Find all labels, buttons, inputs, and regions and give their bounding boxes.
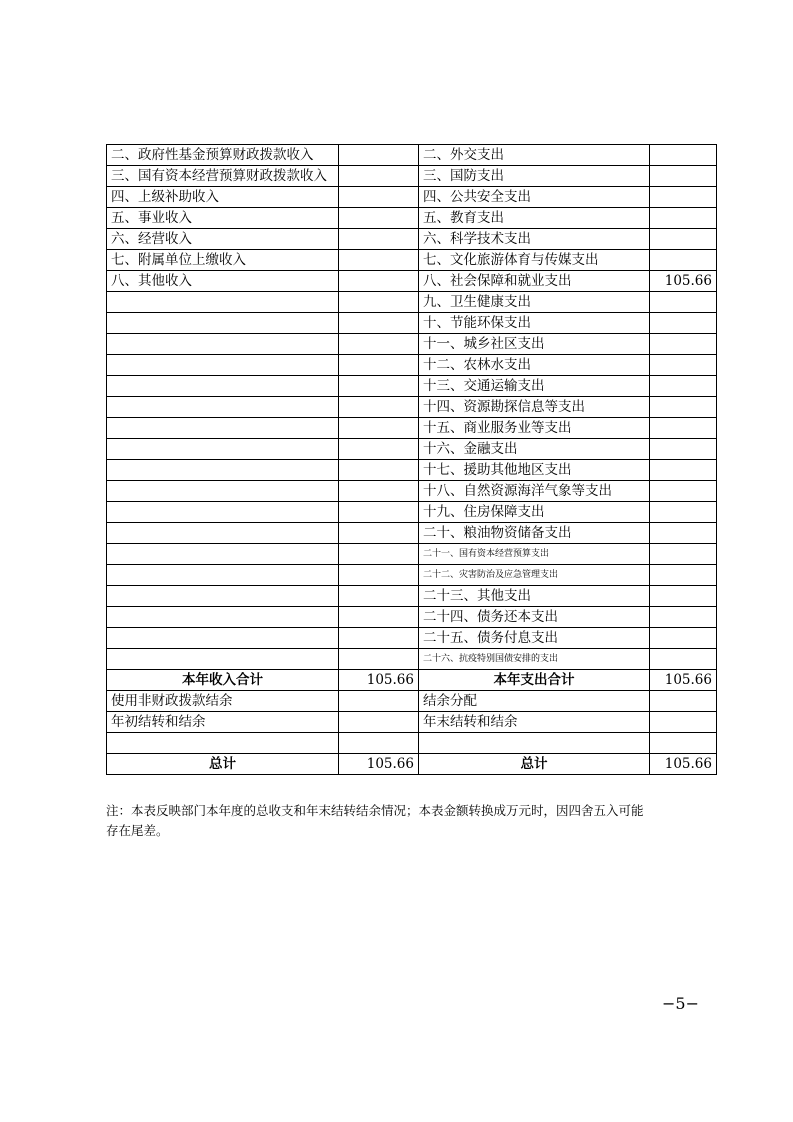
table-row [107,166,717,187]
income-item-cell [107,502,339,523]
income-amount-cell [339,145,419,166]
table-row [107,607,717,628]
income-item-cell: 八、其他收入 [107,271,339,292]
expense-amount-cell: 105.66 [650,753,717,774]
expense-amount-cell [650,523,717,544]
income-item-cell: 使用非财政拨款结余 [107,691,339,712]
expense-item-cell: 七、文化旅游体育与传媒支出 [419,250,650,271]
income-item-cell [107,523,339,544]
income-item-cell [107,628,339,649]
expense-item-cell: 二十三、其他支出 [419,586,650,607]
income-item-cell [107,481,339,502]
expense-amount-cell [650,145,717,166]
expense-amount-cell [650,250,717,271]
income-amount-cell [339,355,419,376]
income-item-cell: 六、经营收入 [107,229,339,250]
income-item-cell [107,418,339,439]
note-line-2: 存在尾差。 [106,823,169,838]
expense-item-cell: 十八、自然资源海洋气象等支出 [419,481,650,502]
expense-item-cell: 二十六、抗疫特别国债安排的支出 [419,649,650,670]
expense-amount-cell [650,565,717,586]
table-row [107,187,717,208]
table-row [107,691,717,712]
expense-amount-cell [650,355,717,376]
expense-item-cell: 二十、粮油物资储备支出 [419,523,650,544]
income-amount-cell [339,376,419,397]
income-amount-cell [339,586,419,607]
table-row [107,753,717,774]
table-row [107,460,717,481]
expense-item-cell: 二十二、灾害防治及应急管理支出 [419,565,650,586]
expense-item-cell: 二十四、债务还本支出 [419,607,650,628]
income-item-cell [107,649,339,670]
expense-amount-cell [650,397,717,418]
income-amount-cell [339,334,419,355]
table-row [107,334,717,355]
expense-item-cell: 四、公共安全支出 [419,187,650,208]
expense-item-cell: 十四、资源勘探信息等支出 [419,397,650,418]
income-item-cell [107,544,339,565]
income-amount-cell [339,691,419,712]
income-item-cell [107,565,339,586]
expense-item-cell: 本年支出合计 [419,670,650,691]
expense-item-cell: 结余分配 [419,691,650,712]
expense-item-cell: 九、卫生健康支出 [419,292,650,313]
expense-amount-cell [650,481,717,502]
expense-amount-cell [650,292,717,313]
expense-item-cell: 八、社会保障和就业支出 [419,271,650,292]
income-amount-cell [339,250,419,271]
income-item-cell: 总计 [107,753,339,774]
income-amount-cell [339,649,419,670]
expense-item-cell [419,733,650,754]
table-row [107,418,717,439]
income-item-cell: 四、上级补助收入 [107,187,339,208]
page-number: −5− [662,994,699,1013]
income-amount-cell [339,544,419,565]
table-row [107,229,717,250]
table-row [107,376,717,397]
income-item-cell [107,334,339,355]
income-amount-cell [339,712,419,733]
income-item-cell [107,397,339,418]
expense-amount-cell [650,607,717,628]
income-amount-cell [339,607,419,628]
expense-amount-cell [650,649,717,670]
income-item-cell: 五、事业收入 [107,208,339,229]
table-row [107,355,717,376]
expense-item-cell: 五、教育支出 [419,208,650,229]
expense-amount-cell [650,460,717,481]
note-line-1: 注：本表反映部门本年度的总收支和年末结转结余情况；本表金额转换成万元时，因四舍五入可能 [106,803,644,818]
income-item-cell [107,355,339,376]
income-amount-cell [339,187,419,208]
expense-amount-cell [650,544,717,565]
income-item-cell [107,460,339,481]
income-item-cell: 七、附属单位上缴收入 [107,250,339,271]
table-row [107,250,717,271]
expense-item-cell: 十六、金融支出 [419,439,650,460]
income-item-cell [107,733,339,754]
income-amount-cell: 105.66 [339,753,419,774]
expense-amount-cell: 105.66 [650,670,717,691]
table-row [107,439,717,460]
table-row [107,145,717,166]
expense-amount-cell [650,628,717,649]
table-row [107,523,717,544]
income-item-cell [107,292,339,313]
income-item-cell [107,313,339,334]
expense-amount-cell [650,502,717,523]
expense-amount-cell [650,376,717,397]
income-item-cell: 三、国有资本经营预算财政拨款收入 [107,166,339,187]
table-row [107,502,717,523]
expense-amount-cell [650,334,717,355]
income-amount-cell [339,733,419,754]
table-row [107,271,717,292]
table-row [107,544,717,565]
income-amount-cell: 105.66 [339,670,419,691]
expense-item-cell: 十、节能环保支出 [419,313,650,334]
table-row [107,649,717,670]
income-item-cell [107,376,339,397]
income-amount-cell [339,271,419,292]
expense-amount-cell [650,229,717,250]
income-item-cell [107,439,339,460]
table-body [107,145,717,775]
expense-amount-cell [650,712,717,733]
expense-item-cell: 二、外交支出 [419,145,650,166]
income-item-cell: 年初结转和结余 [107,712,339,733]
expense-item-cell: 年末结转和结余 [419,712,650,733]
expense-amount-cell [650,586,717,607]
expense-amount-cell [650,166,717,187]
expense-item-cell: 十七、援助其他地区支出 [419,460,650,481]
table-row [107,208,717,229]
expense-item-cell: 十二、农林水支出 [419,355,650,376]
expense-item-cell: 十五、商业服务业等支出 [419,418,650,439]
expense-item-cell: 总计 [419,753,650,774]
income-amount-cell [339,460,419,481]
expense-item-cell: 三、国防支出 [419,166,650,187]
income-item-cell [107,607,339,628]
budget-table [106,144,717,775]
table-row [107,481,717,502]
income-amount-cell [339,418,419,439]
expense-item-cell: 十一、城乡社区支出 [419,334,650,355]
table-row [107,712,717,733]
expense-amount-cell [650,313,717,334]
table-row [107,586,717,607]
table-row [107,397,717,418]
expense-amount-cell: 105.66 [650,271,717,292]
income-amount-cell [339,166,419,187]
expense-amount-cell [650,439,717,460]
expense-item-cell: 二十一、国有资本经营预算支出 [419,544,650,565]
income-amount-cell [339,292,419,313]
income-item-cell: 二、政府性基金预算财政拨款收入 [107,145,339,166]
income-amount-cell [339,208,419,229]
income-amount-cell [339,481,419,502]
income-amount-cell [339,565,419,586]
table-row [107,313,717,334]
income-amount-cell [339,628,419,649]
table-row [107,292,717,313]
income-item-cell: 本年收入合计 [107,670,339,691]
expense-amount-cell [650,691,717,712]
expense-item-cell: 六、科学技术支出 [419,229,650,250]
expense-item-cell: 十九、住房保障支出 [419,502,650,523]
table-row [107,628,717,649]
income-amount-cell [339,313,419,334]
expense-amount-cell [650,187,717,208]
table-row [107,670,717,691]
table-row [107,565,717,586]
income-amount-cell [339,439,419,460]
income-amount-cell [339,502,419,523]
income-item-cell [107,586,339,607]
income-amount-cell [339,229,419,250]
expense-amount-cell [650,208,717,229]
expense-item-cell: 十三、交通运输支出 [419,376,650,397]
expense-amount-cell [650,418,717,439]
table-note [106,801,716,841]
table-row [107,733,717,754]
expense-item-cell: 二十五、债务付息支出 [419,628,650,649]
income-amount-cell [339,523,419,544]
expense-amount-cell [650,733,717,754]
income-amount-cell [339,397,419,418]
